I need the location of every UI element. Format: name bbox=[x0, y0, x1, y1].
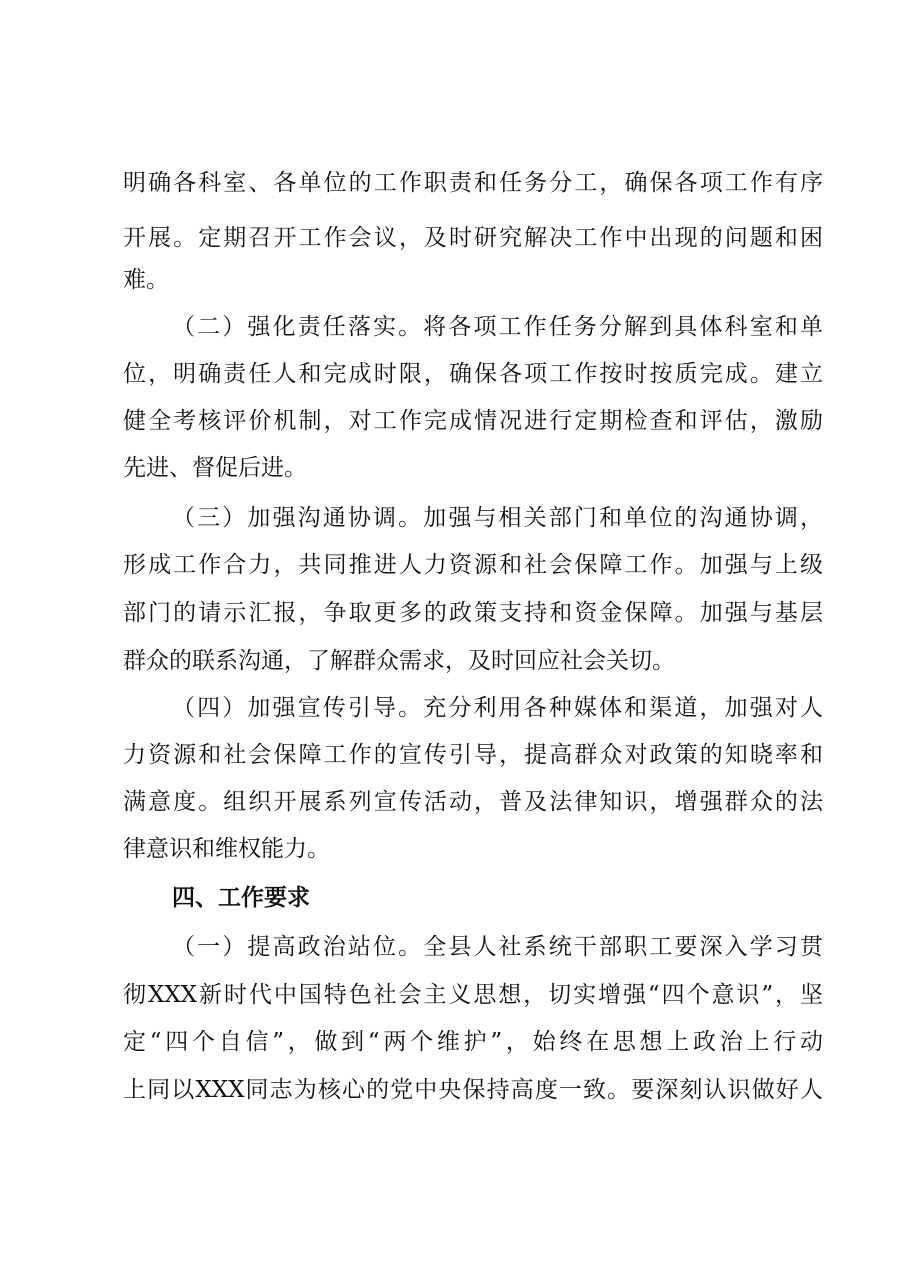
text-line: 形成工作合力，共同推进人力资源和社会保障工作。加强与上级 bbox=[123, 552, 823, 578]
text-line: 满意度。组织开展系列宣传活动，普及法律知识，增强群众的法 bbox=[123, 789, 823, 815]
text-line: 力资源和社会保障工作的宣传引导，提高群众对政策的知晓率和 bbox=[123, 742, 823, 768]
text-line: 健全考核评价机制，对工作完成情况进行定期检查和评估，激励 bbox=[123, 408, 823, 434]
paragraph-start-line: （一）提高政治站位。全县人社系统干部职工要深入学习贯 bbox=[172, 934, 823, 960]
text-line: 难。 bbox=[123, 267, 169, 293]
text-line: 明确各科室、各单位的工作职责和任务分工，确保各项工作有序 bbox=[123, 170, 823, 196]
paragraph-start-line: （三）加强沟通协调。加强与相关部门和单位的沟通协调， bbox=[172, 505, 823, 531]
section-heading: 四、工作要求 bbox=[172, 885, 310, 911]
text-line: 律意识和维权能力。 bbox=[123, 836, 330, 862]
text-line: 先进、督促后进。 bbox=[123, 455, 307, 481]
text-line: 位，明确责任人和完成时限，确保各项工作按时按质完成。建立 bbox=[123, 361, 823, 387]
text-line: 定“四个自信”，做到“两个维护”，始终在思想上政治上行动 bbox=[123, 1029, 823, 1055]
text-line: 上同以XXX同志为核心的党中央保持高度一致。要深刻认识做好人 bbox=[123, 1077, 823, 1103]
text-line: 彻XXX新时代中国特色社会主义思想，切实增强“四个意识”，坚 bbox=[123, 982, 823, 1008]
text-line: 开展。定期召开工作会议，及时研究解决工作中出现的问题和困 bbox=[123, 225, 823, 251]
text-line: 群众的联系沟通，了解群众需求，及时回应社会关切。 bbox=[123, 648, 675, 674]
text-line: 部门的请示汇报，争取更多的政策支持和资金保障。加强与基层 bbox=[123, 600, 823, 626]
paragraph-start-line: （二）强化责任落实。将各项工作任务分解到具体科室和单 bbox=[172, 314, 823, 340]
paragraph-start-line: （四）加强宣传引导。充分利用各种媒体和渠道，加强对人 bbox=[172, 695, 823, 721]
